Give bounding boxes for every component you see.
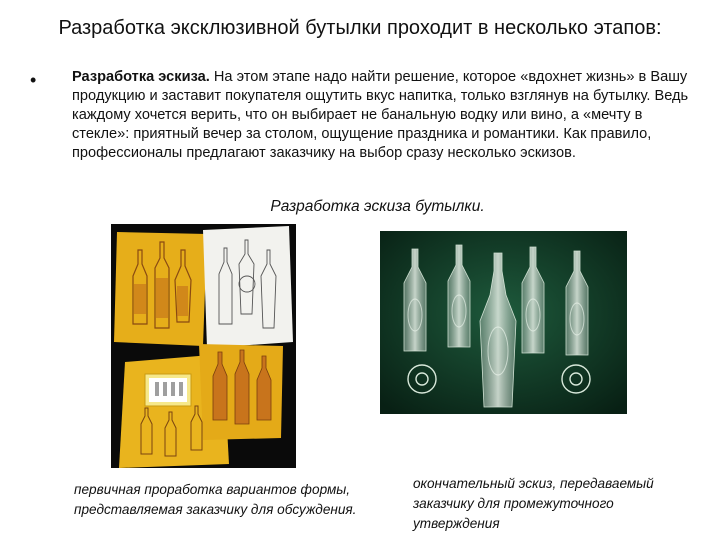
- bullet-marker: •: [30, 70, 37, 90]
- right-image-caption: окончательный эскиз, передаваемый заказчику для промежуточного утверждения: [413, 476, 654, 531]
- sketch-collage-image: [111, 224, 296, 468]
- left-image-caption: первичная проработка вариантов формы, представляемая заказчику для обсуждения.: [74, 482, 357, 517]
- bullet-body: На этом этапе надо найти решение, которое «вдохнет жизнь» в Вашу продукцию и заставит покупателя ощутить вкус напитка, только взглянув на бутылку. Ведь каждому хочется верить, что он выбирает не банальную водку или вино, а «мечту в стекле»: приятный вечер за столом, ощущение праздника и романтики. Как правило, профессионалы предлагают заказчику на выбор сразу несколько эскизов.: [72, 69, 689, 161]
- figure-caption: Разработка эскиза бутылки.: [270, 198, 485, 215]
- bullet-term: Разработка эскиза.: [72, 69, 210, 85]
- slide-title: Разработка эксклюзивной бутылки проходит в несколько этапов:: [58, 17, 662, 39]
- bullet-paragraph: [72, 68, 692, 163]
- glass-bottle-models-image: [380, 231, 627, 414]
